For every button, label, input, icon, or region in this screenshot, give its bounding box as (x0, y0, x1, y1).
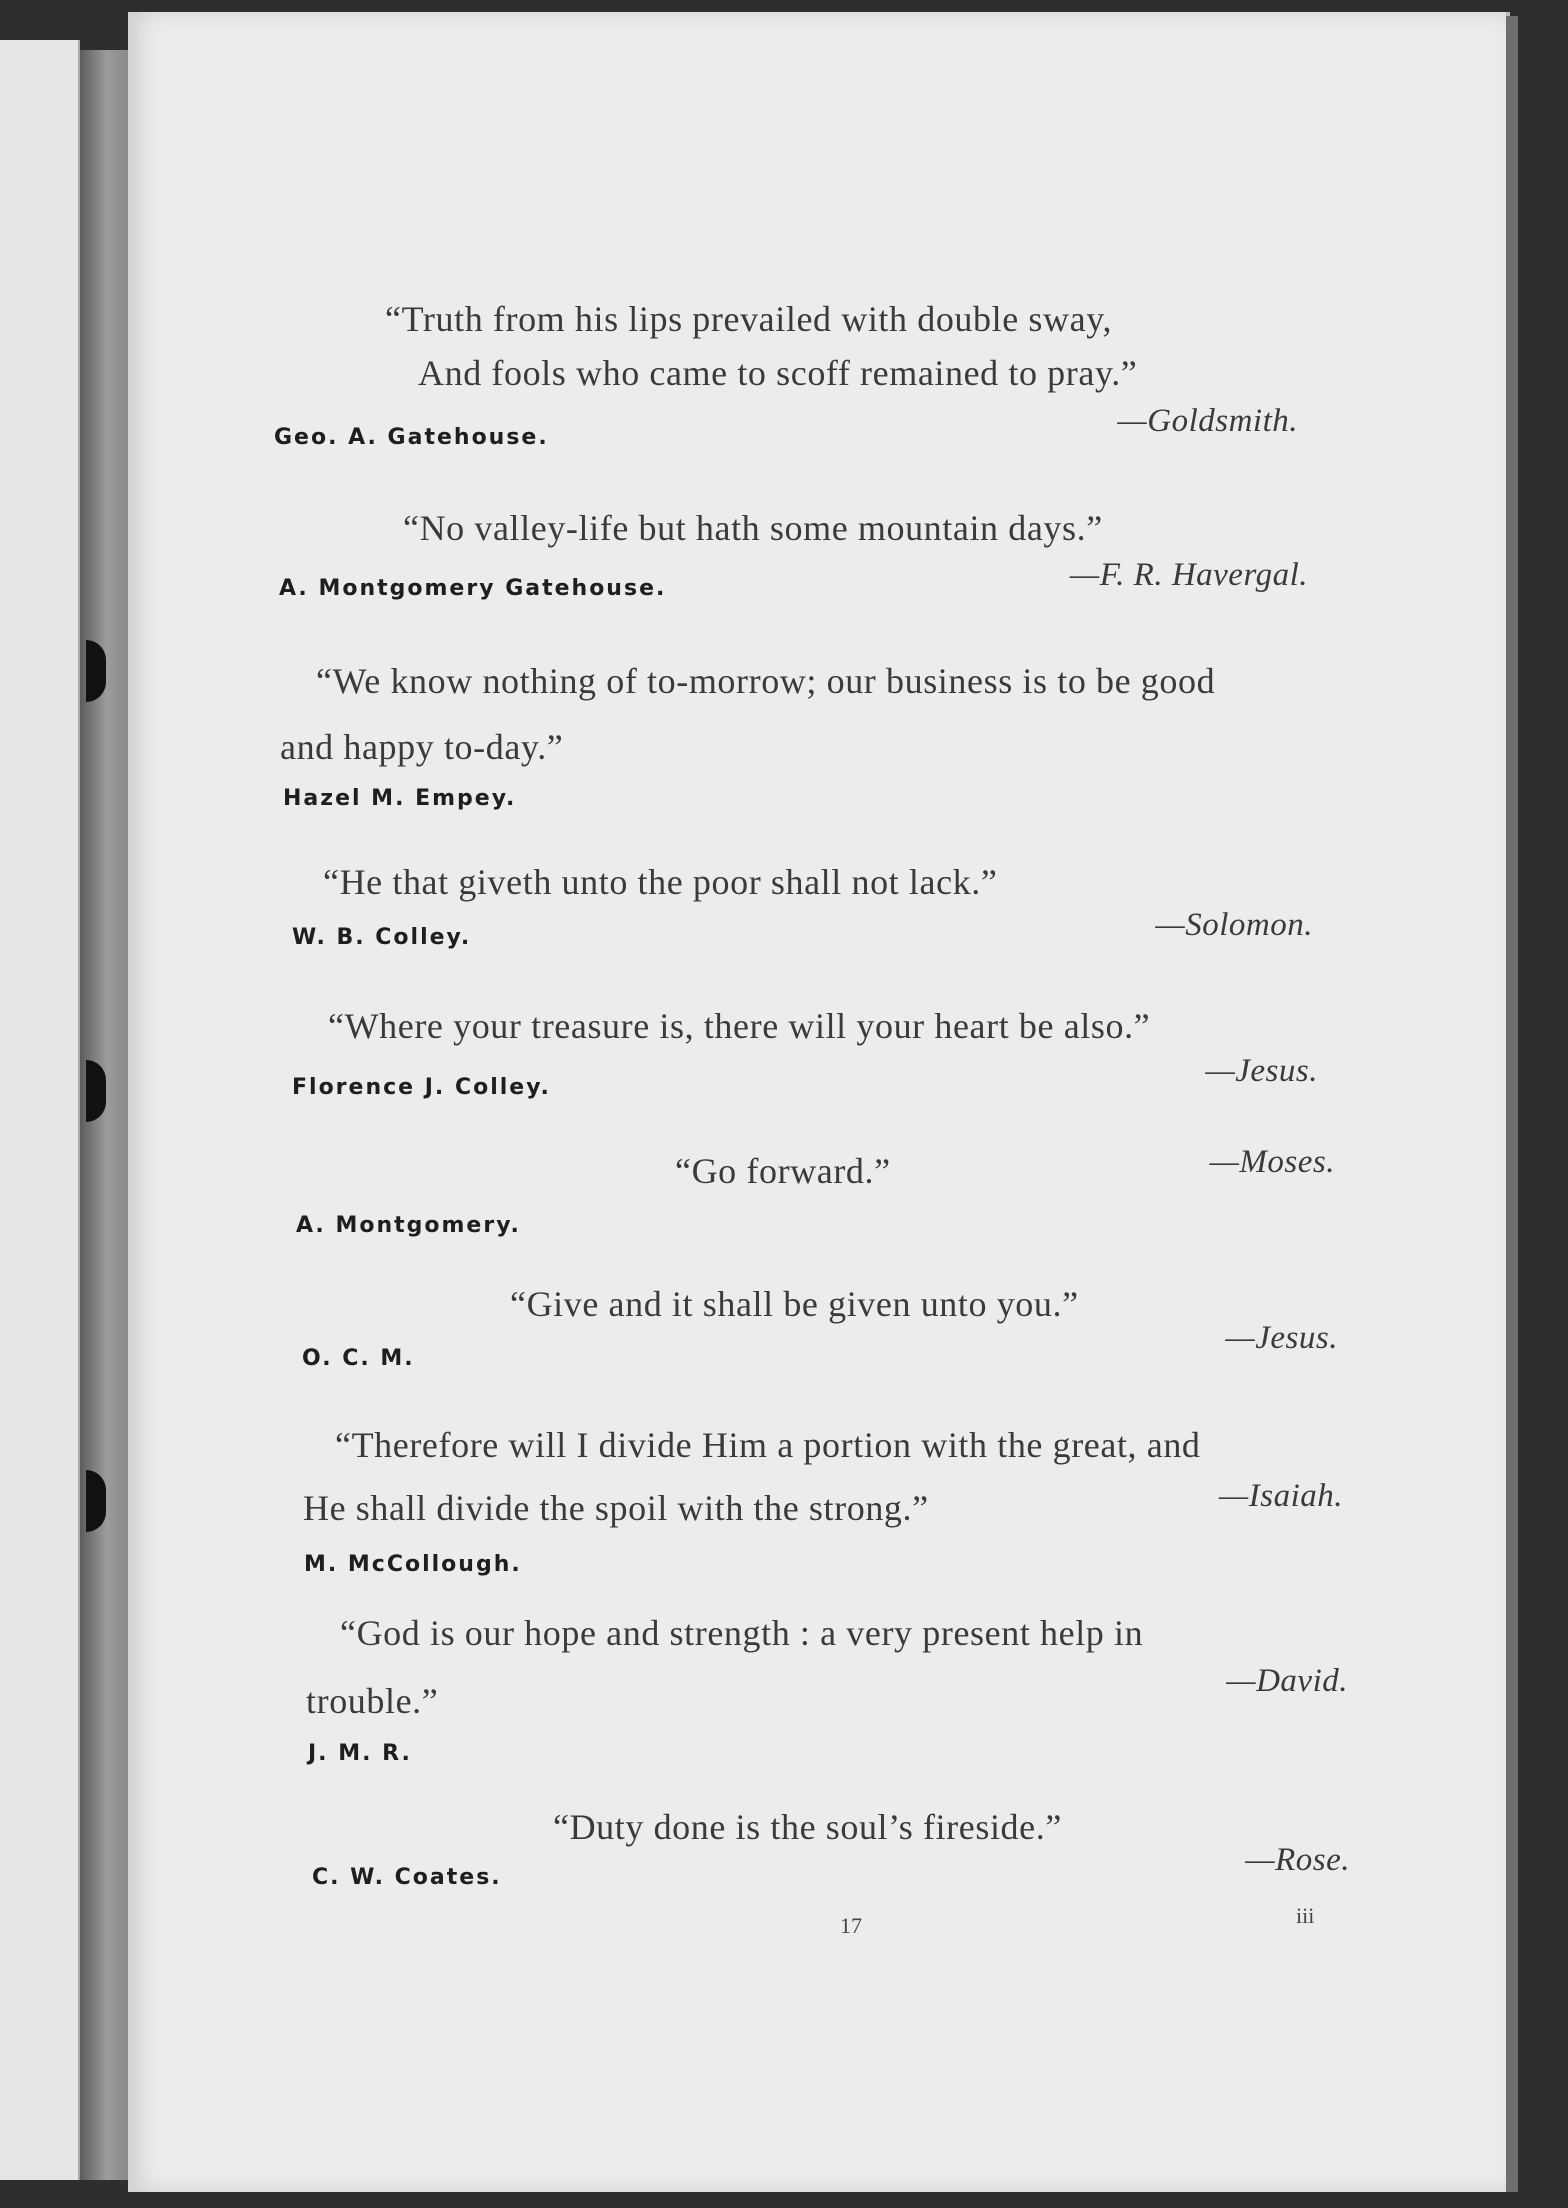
contributor-name: Florence J. Colley. (292, 1075, 551, 1100)
contributor-name: C. W. Coates. (312, 1865, 502, 1890)
quote-author: —David. (1226, 1663, 1348, 1699)
contributor-name: M. McCollough. (304, 1552, 522, 1577)
quote-line: “Therefore will I divide Him a portion with the great, and (335, 1425, 1201, 1465)
quote-line: “Where your treasure is, there will your heart be also.” (328, 1006, 1151, 1046)
contributor-name: W. B. Colley. (292, 925, 472, 950)
quote-author: —Moses. (1209, 1144, 1335, 1180)
quote-line: “God is our hope and strength : a very present help in (340, 1613, 1144, 1653)
page-edge-right (1506, 16, 1518, 2192)
contributor-name: J. M. R. (308, 1741, 412, 1766)
contributor-name: Hazel M. Empey. (283, 786, 517, 811)
quote-line: “No valley-life but hath some mountain days.” (403, 508, 1103, 548)
contributor-name: O. C. M. (302, 1346, 415, 1371)
quote-line: And fools who came to scoff remained to pray.” (418, 353, 1138, 393)
quote-line: “Give and it shall be given unto you.” (510, 1284, 1079, 1324)
quote-line: “Go forward.” (675, 1151, 891, 1191)
quote-line: “We know nothing of to-morrow; our business is to be good (316, 661, 1216, 701)
signature-mark: iii (1296, 1903, 1315, 1928)
quote-author: —Isaiah. (1218, 1478, 1343, 1514)
quote-line: “He that giveth unto the poor shall not lack.” (323, 862, 998, 902)
page-number: 17 (840, 1913, 862, 1938)
quote-author: —F. R. Havergal. (1069, 557, 1308, 593)
quote-line: He shall divide the spoil with the strong.” (303, 1488, 929, 1528)
contributor-name: A. Montgomery. (296, 1213, 521, 1238)
quote-author: —Jesus. (1225, 1320, 1338, 1356)
contributor-name: A. Montgomery Gatehouse. (279, 576, 667, 601)
quote-author: —Goldsmith. (1117, 403, 1298, 439)
quote-author: —Solomon. (1155, 907, 1313, 943)
quote-line: trouble.” (306, 1681, 439, 1721)
facing-page-edge (0, 40, 80, 2180)
contributor-name: Geo. A. Gatehouse. (274, 425, 549, 450)
quote-line: “Truth from his lips prevailed with double sway, (385, 299, 1113, 339)
quote-line: and happy to-day.” (280, 727, 564, 767)
quote-author: —Rose. (1245, 1842, 1350, 1878)
quote-line: “Duty done is the soul’s fireside.” (553, 1807, 1062, 1847)
quote-author: —Jesus. (1205, 1053, 1318, 1089)
